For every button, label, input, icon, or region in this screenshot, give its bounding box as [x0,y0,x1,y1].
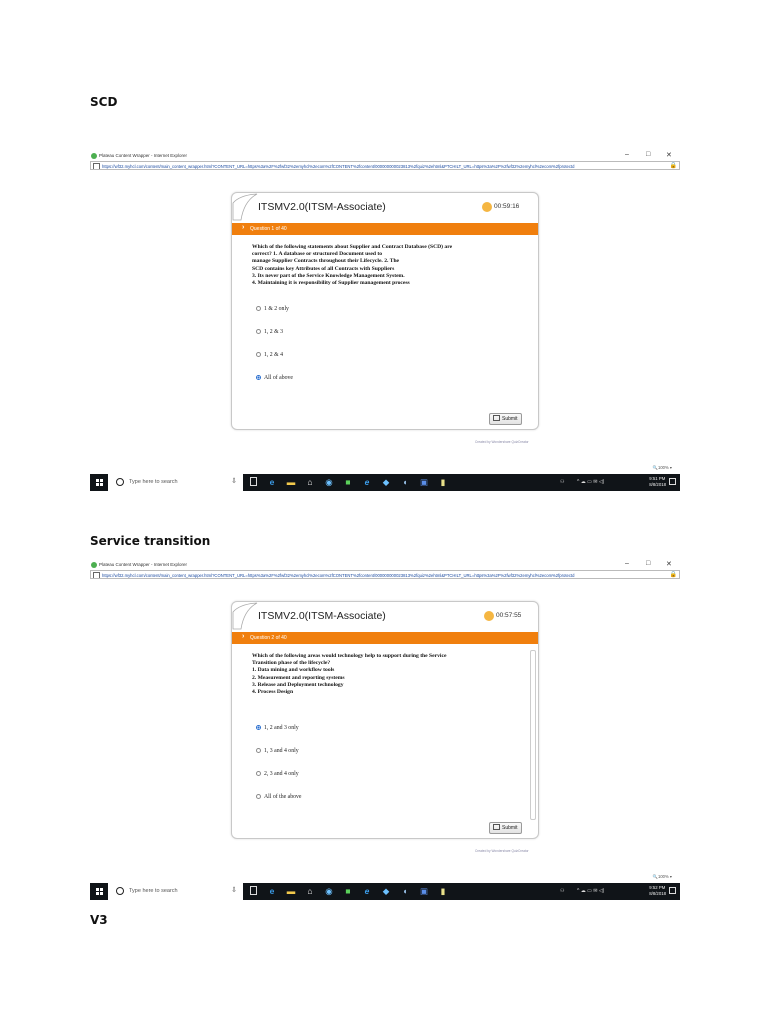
quiz-timer: 00:57:55 [496,612,522,619]
quiz-title: ITSMV2.0(ITSM-Associate) [258,610,386,622]
section-heading-v3: V3 [90,913,108,927]
zoom-value: 100% [658,874,669,879]
microphone-icon[interactable]: ⇩ [231,478,237,485]
store-icon[interactable]: ⌂ [307,886,313,896]
timer-icon [482,202,492,212]
answer-option-4[interactable] [256,794,302,800]
submit-label: Submit [502,825,518,831]
lock-icon: 🔒 [669,163,677,169]
file-explorer-icon[interactable]: ▬ [286,886,296,896]
minimize-button[interactable]: – [625,560,629,567]
store-icon[interactable]: ⌂ [307,477,313,487]
app-icon-4[interactable]: ◖ [402,886,408,896]
windows-start-icon[interactable] [96,888,103,895]
taskbar [90,474,680,491]
question-counter: Question 1 of 40 [250,226,287,232]
answer-option-3[interactable] [256,771,299,777]
clock-date: 8/8/2018 [649,481,666,487]
app-icon-2[interactable]: ■ [345,886,351,896]
answer-option-2[interactable] [256,329,283,335]
system-clock[interactable] [649,885,666,896]
submit-icon [493,824,500,830]
screenshot-1 [90,152,680,492]
clock-time: 9:51 PM [649,476,666,481]
clock-time: 9:52 PM [649,885,666,890]
question-scrollbar[interactable] [530,650,536,820]
clock-date: 8/8/2018 [649,890,666,896]
question-line: correct? 1. A database or structured Document used to [252,251,383,258]
app-icon-4[interactable]: ◖ [402,477,408,487]
edge-icon[interactable]: e [269,477,275,487]
people-icon[interactable]: ⚇ [560,479,565,485]
system-clock[interactable] [649,476,666,487]
option-label: All of the above [264,794,302,800]
chevron-right-icon: › [242,224,245,231]
app-icon-6[interactable]: ▮ [440,477,446,487]
page-curl-icon [232,193,258,221]
chevron-right-icon: › [242,633,245,640]
window-title: Plateau Content Wrapper - Internet Explorer [99,153,187,158]
submit-button[interactable] [489,413,522,425]
search-placeholder: Type here to search [129,888,178,894]
section-heading-service-transition: Service transition [90,534,211,548]
question-bar [232,223,538,235]
option-label: 1, 2 & 4 [264,352,284,358]
option-label: 1, 2 and 3 only [264,725,299,731]
question-line: Transition phase of the lifecycle? [252,660,331,667]
question-line: 4. Maintaining it is responsibility of Supplier management process [252,280,410,287]
question-text [252,244,517,287]
app-icon-3[interactable]: ◆ [382,477,390,487]
submit-icon [493,415,500,421]
option-label: All of above [264,375,293,381]
microphone-icon[interactable]: ⇩ [231,887,237,894]
radio-button-selected[interactable] [256,725,261,730]
option-label: 2, 3 and 4 only [264,771,299,777]
people-icon[interactable]: ⚇ [560,888,565,894]
quiz-panel [231,192,539,430]
option-label: 1 & 2 only [264,306,289,312]
question-counter: Question 2 of 40 [250,635,287,641]
zoom-value: 100% [658,465,669,470]
radio-button[interactable] [256,748,261,753]
taskbar-search-box[interactable] [108,474,243,491]
url-text[interactable]: https://wf32.myhcl.com/content/main_content_wrapper.html?CONTENT_URL=https%3a%2F%2fwf32%2emyhcl%2ecom%2fCONTENT%2fcontent/000000000023813%2fquiz%2ehtml&PTCHILT_URL=https%3a%2F%2fwf32%2emyhcl%2ecom%2fprotectd [102,163,575,169]
page-icon [93,163,100,170]
quiz-timer: 00:59:16 [494,203,520,210]
question-line: 2. Measurement and reporting systems [252,674,345,681]
notification-icon[interactable] [669,887,676,894]
question-line: manage Supplier Contracts throughout their Lifecycle. 2. The [252,258,400,265]
app-icon-1[interactable]: ◉ [325,886,333,896]
app-icon-3[interactable]: ◆ [382,886,390,896]
maximize-button[interactable]: □ [646,560,651,567]
windows-start-icon[interactable] [96,479,103,486]
ie-app-icon [91,153,97,159]
ie-title-bar [90,561,680,570]
radio-button[interactable] [256,329,261,334]
cortana-icon [116,478,124,486]
question-bar [232,632,538,644]
question-text [252,653,517,696]
answer-option-4[interactable] [256,375,293,381]
question-line: 3. Release and Deployment technology [252,681,344,688]
credit-link[interactable]: Created by Wondershare QuizCreator [475,849,529,853]
app-icon-5[interactable]: ▣ [419,886,429,896]
quiz-title: ITSMV2.0(ITSM-Associate) [258,201,386,213]
file-explorer-icon[interactable]: ▬ [286,477,296,487]
app-icon-5[interactable]: ▣ [419,477,429,487]
cortana-icon [116,887,124,895]
maximize-button[interactable]: □ [646,151,651,158]
question-line: 1. Data mining and workflow tools [252,667,335,674]
taskbar [90,883,680,900]
page-icon [93,572,100,579]
lock-icon: 🔒 [669,572,677,578]
internet-explorer-icon[interactable]: e [364,477,370,487]
notification-icon[interactable] [669,478,676,485]
credit-link[interactable]: Created by Wondershare QuizCreator [475,440,529,444]
app-icon-2[interactable]: ■ [345,477,351,487]
address-bar[interactable] [90,161,680,170]
taskbar-search-box[interactable] [108,883,243,900]
answer-option-1[interactable] [256,725,299,731]
submit-label: Submit [502,416,518,422]
task-view-icon[interactable] [250,886,257,895]
search-placeholder: Type here to search [129,479,178,485]
close-button[interactable]: ✕ [666,152,672,159]
section-heading-scd: SCD [90,95,118,109]
page-curl-icon [232,602,258,630]
internet-explorer-icon[interactable]: e [364,886,370,896]
radio-button[interactable] [256,306,261,311]
tray-chevron-icon[interactable]: ^ ☁ ▭ ✉ ◁) [577,888,605,894]
answer-option-3[interactable] [256,352,283,358]
edge-icon[interactable]: e [269,886,275,896]
timer-icon [484,611,494,621]
task-view-icon[interactable] [250,477,257,486]
minimize-button[interactable]: – [625,151,629,158]
option-label: 1, 2 & 3 [264,329,284,335]
question-line: Which of the following statements about Supplier and Contract Database (SCD) are [252,244,453,250]
screenshot-2 [90,561,680,901]
browser-content [90,170,680,462]
tray-chevron-icon[interactable]: ^ ☁ ▭ ✉ ◁) [577,479,605,485]
app-icon-6[interactable]: ▮ [440,886,446,896]
submit-button[interactable] [489,822,522,834]
question-line: 4. Process Design [252,689,294,696]
url-text[interactable]: https://wf32.myhcl.com/content/main_content_wrapper.html?CONTENT_URL=https%3a%2F%2fwf32%2emyhcl%2ecom%2fCONTENT%2fcontent/000000000023813%2fquiz%2ehtml&PTCHILT_URL=https%3a%2F%2fwf32%2emyhcl%2ecom%2fprotectd [102,572,575,578]
question-line: SCD contains key Attributes of all Contracts with Suppliers [252,265,395,272]
browser-content [90,579,680,871]
radio-button-selected[interactable] [256,375,261,380]
ie-app-icon [91,562,97,568]
option-label: 1, 3 and 4 only [264,748,299,754]
answer-option-2[interactable] [256,748,299,754]
address-bar[interactable] [90,570,680,579]
app-icon-1[interactable]: ◉ [325,477,333,487]
radio-button[interactable] [256,352,261,357]
window-title: Plateau Content Wrapper - Internet Explorer [99,562,187,567]
close-button[interactable]: ✕ [666,561,672,568]
question-line: 3. Its never part of the Service Knowledge Management System. [252,272,405,279]
ie-title-bar [90,152,680,161]
quiz-panel [231,601,539,839]
zoom-level[interactable]: 🔍100% ▾ [652,874,672,879]
radio-button[interactable] [256,794,261,799]
zoom-level[interactable]: 🔍100% ▾ [652,465,672,470]
radio-button[interactable] [256,771,261,776]
question-line: Which of the following areas would technology help to support during the Service [252,653,447,659]
answer-option-1[interactable] [256,306,289,312]
